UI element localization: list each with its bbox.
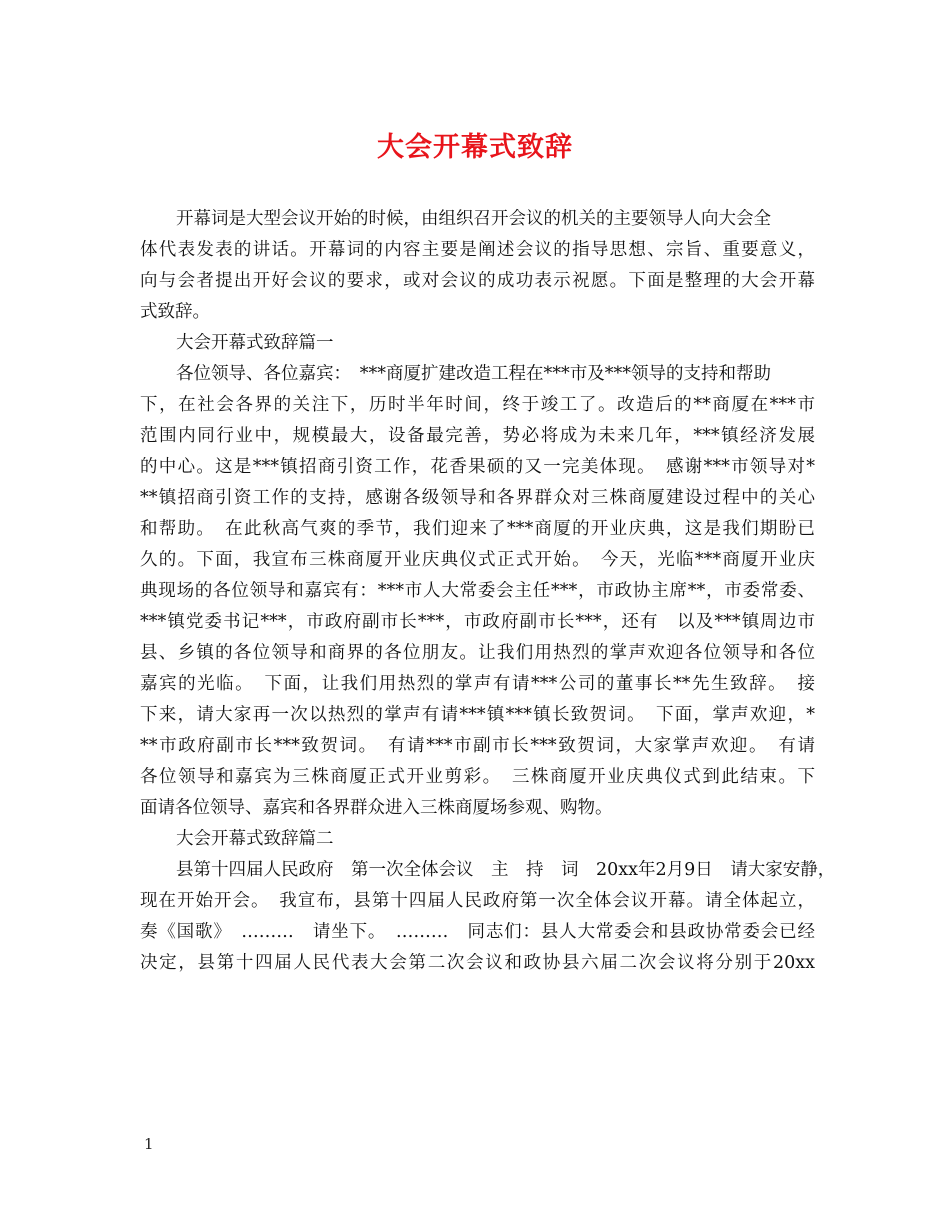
paragraph-line: 县、乡镇的各位领导和商界的各位朋友。让我们用热烈的掌声欢迎各位领导和各位 [140, 643, 815, 663]
section-heading: 大会开幕式致辞篇一 [176, 333, 334, 353]
paragraph-line: 久的。下面，我宣布三株商厦开业庆典仪式正式开始。 今天，光临***商厦开业庆 [140, 550, 815, 570]
paragraph-line: **镇招商引资工作的支持，感谢各级领导和各界群众对三株商厦建设过程中的关心 [140, 488, 815, 508]
paragraph-line: 典现场的各位领导和嘉宾有：***市人大常委会主任***，市政协主席**，市委常委、 [140, 581, 815, 601]
paragraph-line: 面请各位领导、嘉宾和各界群众进入三株商厦场参观、购物。 [140, 798, 613, 818]
paragraph-line: 县第十四届人民政府 第一次全体会议 主 持 词 20xx年2月9日 请大家安静， [176, 860, 836, 880]
paragraph-line: 向与会者提出开好会议的要求，或对会议的成功表示祝愿。下面是整理的大会开幕 [140, 271, 815, 291]
paragraph-line: 嘉宾的光临。 下面，让我们用热烈的掌声有请***公司的董事长**先生致辞。 接 [140, 674, 815, 694]
document-title: 大会开幕式致辞 [377, 132, 573, 163]
paragraph-line: 的中心。这是***镇招商引资工作，花香果硕的又一完美体现。 感谢***市领导对* [140, 457, 815, 477]
paragraph-line: 式致辞。 [140, 302, 210, 322]
paragraph-line: 各位领导和嘉宾为三株商厦正式开业剪彩。 三株商厦开业庆典仪式到此结束。下 [140, 767, 815, 787]
paragraph-line: 各位领导、各位嘉宾： ***商厦扩建改造工程在***市及***领导的支持和帮助 [176, 364, 771, 384]
page-number: 1 [144, 1135, 154, 1153]
paragraph-line: 现在开始开会。 我宣布，县第十四届人民政府第一次全体会议开幕。请全体起立， [140, 891, 815, 911]
document-body [140, 204, 836, 979]
section-heading: 大会开幕式致辞篇二 [176, 829, 334, 849]
paragraph-line: ***镇党委书记***，市政府副市长***，市政府副市长***，还有 以及***镇周边市 [140, 612, 815, 632]
paragraph-line: 体代表发表的讲话。开幕词的内容主要是阐述会议的指导思想、宗旨、重要意义， [140, 240, 815, 260]
paragraph-line: 开幕词是大型会议开始的时候，由组织召开会议的机关的主要领导人向大会全 [176, 209, 771, 229]
paragraph-line: 下来，请大家再一次以热烈的掌声有请***镇***镇长致贺词。 下面，掌声欢迎，* [140, 705, 815, 725]
paragraph-line: **市政府副市长***致贺词。 有请***市副市长***致贺词，大家掌声欢迎。 有请 [140, 736, 815, 756]
paragraph-line: 奏《国歌》 ……… 请坐下。 ……… 同志们：县人大常委会和县政协常委会已经 [140, 922, 815, 942]
paragraph-line: 决定，县第十四届人民代表大会第二次会议和政协县六届二次会议将分别于20xx [140, 953, 815, 973]
paragraph-line: 和帮助。 在此秋高气爽的季节，我们迎来了***商厦的开业庆典，这是我们期盼已 [140, 519, 815, 539]
paragraph-line: 下，在社会各界的关注下，历时半年时间，终于竣工了。改造后的**商厦在***市 [140, 395, 815, 415]
paragraph-line: 范围内同行业中，规模最大，设备最完善，势必将成为未来几年，***镇经济发展 [140, 426, 815, 446]
